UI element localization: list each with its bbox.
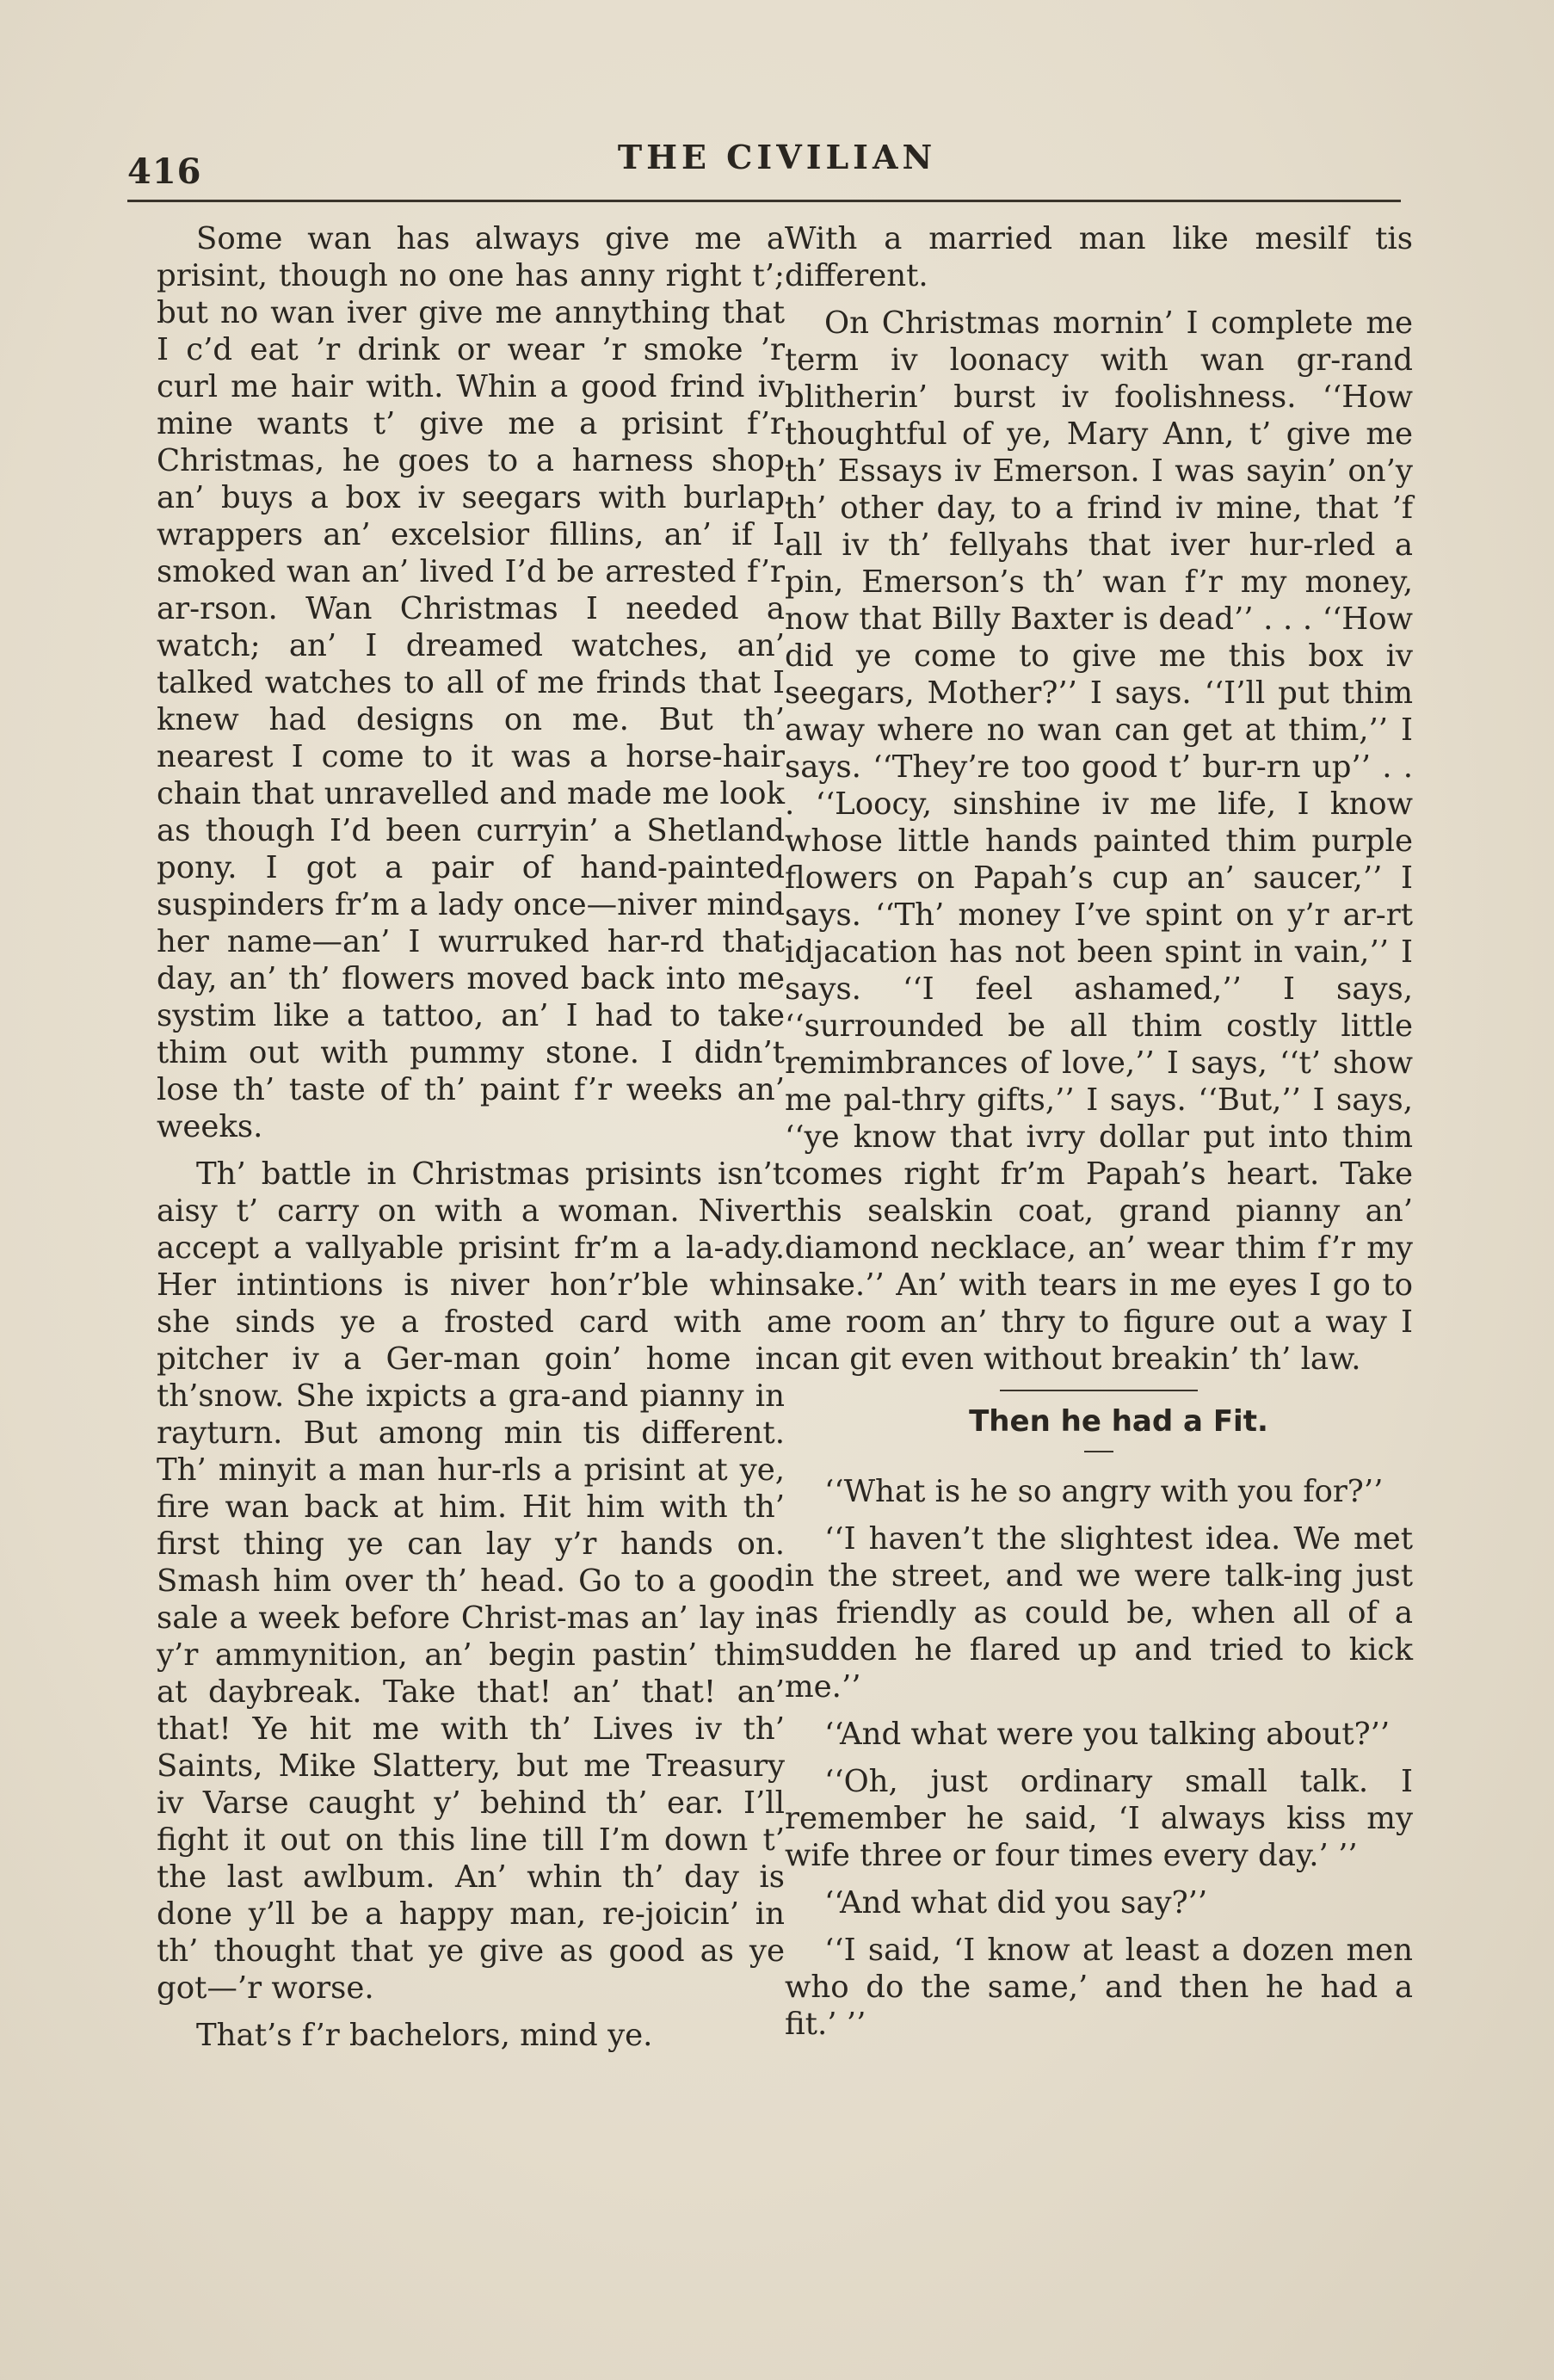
paragraph: On Christmas mornin’ I complete me term iv loonacy with wan gr-rand blitherin’ burst iv foolishness. ‘‘How thoughtful of ye, Mary Ann, t’ give me th’ Essays iv Emerson. I was sayin’ on’y th’ other day, to a frind iv mine, that ’f all iv th’ fellyahs that iver hur-rled a pin, Emerson’s th’ wan f’r my money, now that Billy Baxter is dead’’ . . . ‘‘How did ye come to give me this box iv seegars, Mother?’’ I says. ‘‘I’ll put thim away where no wan can get at thim,’’ I says. ‘‘They’re too good t’ bur-rn up’’ . . . ‘‘Loocy, sinshine iv me life, I know whose little hands painted thim purple flowers on Papah’s cup an’ saucer,’’ I says. ‘‘Th’ money I’ve spint on y’r ar-rt idjacation has not been spint in vain,’’ I says. ‘‘I feel ashamed,’’ I says, ‘‘surrounded be all thim costly little remimbrances of love,’’ I says, ‘‘t’ show me pal-thry gifts,’’ I says. ‘‘But,’’ I says, ‘‘ye know that ivry dollar put into thim comes right fr’m Papah’s heart. Take this sealskin coat, grand pianny an’ diamond necklace, an’ wear thim f’r my sake.’’ An’ with tears in me eyes I go to me room an’ thry to figure out a way I can git even without breakin’ th’ law. bbox=[785, 305, 1413, 1377]
paragraph: With a married man like mesilf tis different. bbox=[785, 221, 1413, 293]
joke-paragraph: ‘‘I haven’t the slightest idea. We met in the street, and we were talk-ing just as friendly as could be, when all of a sudden he flared up and tried to kick me.’’ bbox=[785, 1521, 1413, 1705]
running-head: THE CIVILIAN bbox=[617, 138, 937, 176]
section-heading: Then he had a Fit. bbox=[969, 1404, 1268, 1439]
joke-paragraph: ‘‘And what were you talking about?’’ bbox=[824, 1717, 1391, 1752]
joke-paragraph: ‘‘What is he so angry with you for?’’ bbox=[824, 1474, 1384, 1509]
header-rule bbox=[127, 200, 1401, 202]
paragraph: Th’ battle in Christmas prisints isn’t aisy t’ carry on with a woman. Niver accept a vallyable prisint fr’m a la-ady. Her intintions is niver hon’r’ble whin she sinds ye a frosted card with a pitcher iv a Ger-man goin’ home in th’snow. She ixpicts a gra-and pianny in rayturn. But among min tis different. Th’ minyit a man hur-rls a prisint at ye, fire wan back at him. Hit him with th’ first thing ye can lay y’r hands on. Smash him over th’ head. Go to a good sale a week before Christ-mas an’ lay in y’r ammynition, an’ begin pastin’ thim at daybreak. Take that! an’ that! an’ that! Ye hit me with th’ Lives iv th’ Saints, Mike Slattery, but me Treasury iv Varse caught y’ behind th’ ear. I’ll fight it out on this line till I’m down t’ the last awlbum. An’ whin th’ day is done y’ll be a happy man, re-joicin’ in th’ thought that ye give as good as ye got—’r worse. bbox=[157, 1156, 785, 2006]
page-number: 416 bbox=[127, 151, 202, 192]
left-column bbox=[157, 220, 785, 2064]
paragraph: Some wan has always give me a prisint, though no one has anny right t’; but no wan iver give me annything that I c’d eat ’r drink or wear ’r smoke ’r curl me hair with. Whin a good frind iv mine wants t’ give me a prisint f’r Christmas, he goes to a harness shop an’ buys a box iv seegars with burlap wrappers an’ excelsior fillins, an’ if I smoked wan an’ lived I’d be arrested f’r ar-rson. Wan Christmas I needed a watch; an’ I dreamed watches, an’ talked watches to all of me frinds that I knew had designs on me. But th’ nearest I come to it was a horse-hair chain that unravelled and made me look as though I’d been curryin’ a Shetland pony. I got a pair of hand-painted suspinders fr’m a lady once—niver mind her name—an’ I wurruked har-rd that day, an’ th’ flowers moved back into me systim like a tattoo, an’ I had to take thim out with pummy stone. I didn’t lose th’ taste of th’ paint f’r weeks an’ weeks. bbox=[157, 221, 785, 1144]
joke-paragraph: ‘‘I said, ‘I know at least a dozen men who do the same,’ and then he had a fit.’ ’’ bbox=[785, 1933, 1413, 2042]
right-column bbox=[785, 220, 1413, 2053]
joke-paragraph: ‘‘And what did you say?’’ bbox=[824, 1885, 1208, 1921]
paragraph: That’s f’r bachelors, mind ye. bbox=[196, 2018, 653, 2053]
section-divider bbox=[1000, 1390, 1198, 1391]
joke-paragraph: ‘‘Oh, just ordinary small talk. I remember he said, ‘I always kiss my wife three or four times every day.’ ’’ bbox=[785, 1764, 1413, 1873]
heading-dash bbox=[1084, 1451, 1113, 1452]
